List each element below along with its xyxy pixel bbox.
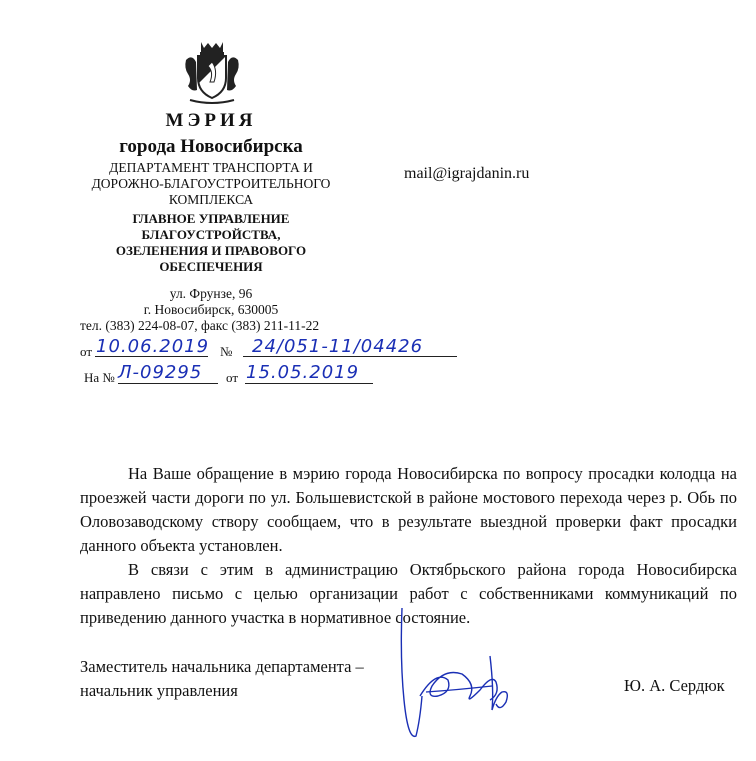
main-department-line: ГЛАВНОЕ УПРАВЛЕНИЕ xyxy=(132,211,290,226)
reference-label: На № xyxy=(84,370,115,385)
signatory-name: Ю. А. Сердюк xyxy=(624,676,725,695)
address-city: г. Новосибирск, 630005 xyxy=(143,302,279,317)
reference-date-underline xyxy=(245,383,373,384)
body-paragraph: На Ваше обращение в мэрию города Новосибирска по вопросу просадки колодца на проезжей части дороги по ул. Большевистской в районе мостового перехода через р. Обь по Оловозаводскому створу сообщаем, что в результате выездной проверки факт просадки данного объекта установлен. xyxy=(80,464,737,555)
body-paragraph: В связи с этим в администрацию Октябрьского района города Новосибирска направлено письмо с целью организации работ с собственниками коммуникаций по приведению данного участка в нормативное состояние. xyxy=(80,560,737,627)
outgoing-number: 24/051-11/04426 xyxy=(252,336,424,357)
reference-date: 15.05.2019 xyxy=(246,362,360,383)
number-label: № xyxy=(220,344,233,359)
handwritten-signature xyxy=(396,600,526,750)
phone-fax: тел. (383) 224-08-07, факс (383) 211-11-22 xyxy=(80,318,320,333)
recipient-email: mail@igrajdanin.ru xyxy=(404,165,530,182)
main-department-line: БЛАГОУСТРОЙСТВА, xyxy=(141,227,281,242)
address xyxy=(80,286,342,318)
outgoing-date: 10.06.2019 xyxy=(96,336,210,357)
reference-from-label: от xyxy=(226,370,239,385)
city-name: города Новосибирска xyxy=(119,136,303,157)
outgoing-date-underline xyxy=(95,356,208,357)
signatory-role-line: Заместитель начальника департамента – xyxy=(80,657,364,676)
novosibirsk-coat-of-arms-icon xyxy=(184,40,240,106)
main-department-line: ОЗЕЛЕНЕНИЯ И ПРАВОВОГО xyxy=(115,243,307,258)
department-line: ДЕПАРТАМЕНТ ТРАНСПОРТА И xyxy=(109,160,313,175)
department-name xyxy=(80,160,342,208)
reference-number-underline xyxy=(118,383,218,384)
address-street: ул. Фрунзе, 96 xyxy=(169,286,253,301)
department-line: КОМПЛЕКСА xyxy=(168,192,254,207)
from-label: от xyxy=(80,344,93,359)
reference-number: Л-09295 xyxy=(118,362,203,383)
signatory-role xyxy=(80,655,364,703)
main-department-line: ОБЕСПЕЧЕНИЯ xyxy=(159,259,263,274)
department-line: ДОРОЖНО-БЛАГОУСТРОИТЕЛЬНОГО xyxy=(91,176,331,191)
outgoing-number-underline xyxy=(243,356,457,357)
mayor-office-title: МЭРИЯ xyxy=(165,110,257,131)
main-department-name xyxy=(80,211,342,275)
signatory-role-line: начальник управления xyxy=(80,681,238,700)
